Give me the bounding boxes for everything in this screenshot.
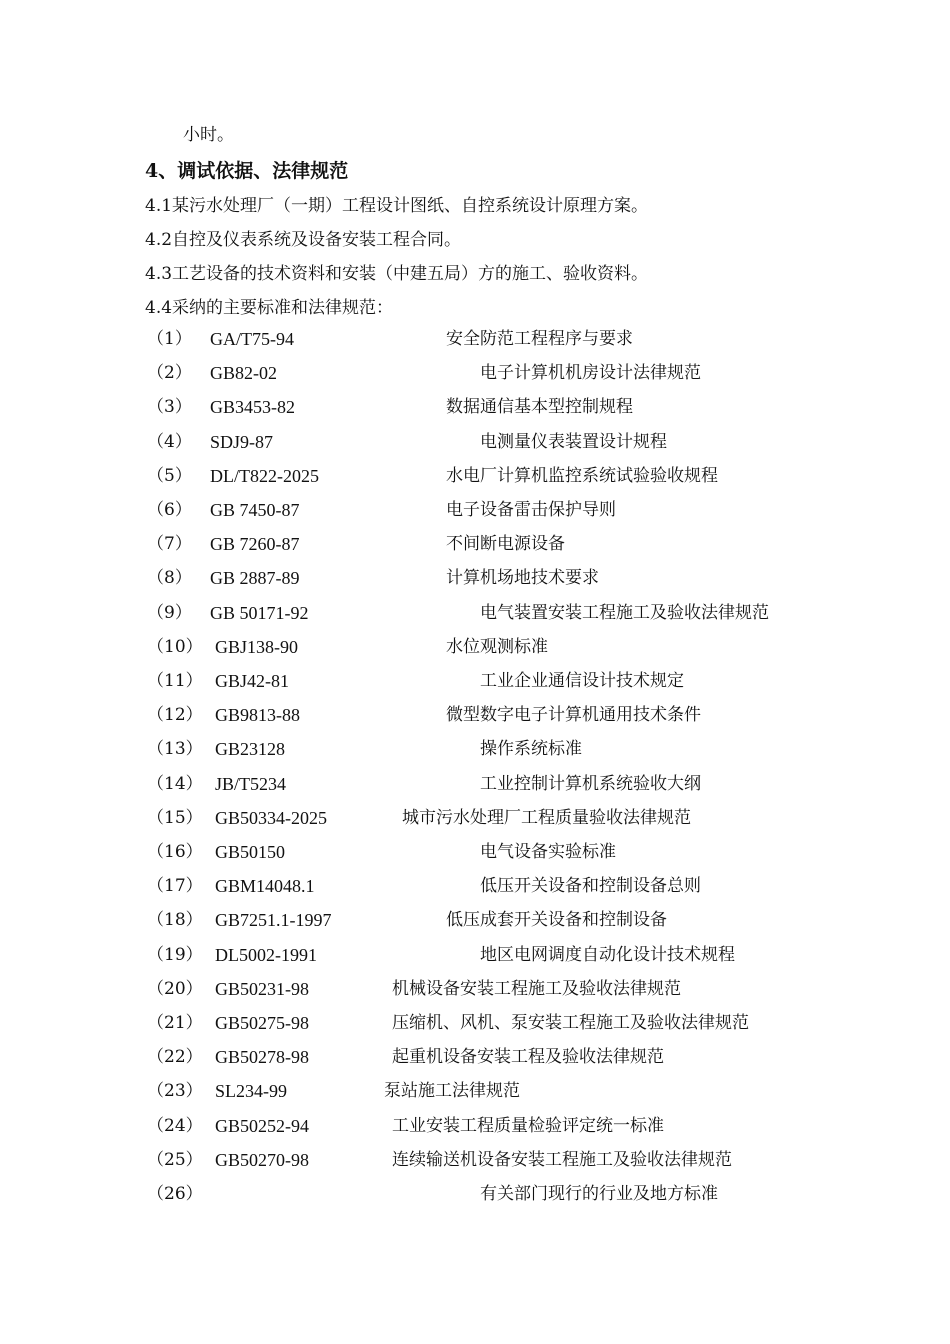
standard-title: 工业控制计算机系统验收大纲 <box>480 773 701 794</box>
standard-number: （15） <box>147 807 203 828</box>
standard-code: GB50278-98 <box>215 1047 309 1068</box>
standard-code: GA/T75-94 <box>210 329 294 349</box>
standard-number: （21） <box>147 1013 203 1033</box>
standard-code: DL5002-1991 <box>215 944 317 965</box>
paragraph-4-1: 4.1某污水处理厂（一期）工程设计图纸、自控系统设计原理方案。 <box>145 196 649 216</box>
standard-title: 工业安装工程质量检验评定统一标准 <box>392 1115 664 1136</box>
standard-title: 不间断电源设备 <box>446 534 565 555</box>
standard-code: SL234-99 <box>215 1081 287 1102</box>
standard-title: 机械设备安装工程施工及验收法律规范 <box>392 978 681 999</box>
continuation-text: 小时。 <box>183 125 234 145</box>
standard-code: GB3453-82 <box>210 397 295 418</box>
standard-number: （24） <box>147 1115 203 1136</box>
standard-title: 泵站施工法律规范 <box>384 1081 520 1102</box>
standard-number: （4） <box>147 431 192 452</box>
standard-title: 水电厂计算机监控系统试验验收规程 <box>446 465 718 486</box>
standard-number: （23） <box>147 1081 203 1102</box>
section-heading: 4、调试依据、法律规范 <box>145 160 349 182</box>
standard-title: 计算机场地技术要求 <box>446 568 599 589</box>
standard-title: 电气装置安装工程施工及验收法律规范 <box>480 602 769 623</box>
standard-number: （8） <box>147 568 192 589</box>
standard-title: 压缩机、风机、泵安装工程施工及验收法律规范 <box>392 1013 749 1033</box>
standard-code: GB50334-2025 <box>215 807 327 828</box>
standard-code: GB50231-98 <box>215 978 309 999</box>
standard-title: 安全防范工程程序与要求 <box>446 329 633 349</box>
standard-number: （20） <box>147 978 203 999</box>
standard-title: 电子设备雷击保护导则 <box>446 500 616 520</box>
standard-code: GBJ42-81 <box>215 671 290 691</box>
standard-title: 水位观测标准 <box>446 636 548 657</box>
standard-title: 工业企业通信设计技术规定 <box>480 671 684 691</box>
standard-code: GB82-02 <box>210 363 277 384</box>
standard-code: GB50150 <box>215 842 286 862</box>
standard-number: （7） <box>147 534 192 555</box>
standard-number: （5） <box>147 465 192 486</box>
standard-number: （1） <box>147 329 192 349</box>
standard-title: 连续输送机设备安装工程施工及验收法律规范 <box>392 1149 732 1170</box>
standard-number: （11） <box>147 671 203 691</box>
standard-title: 电气设备实验标准 <box>480 842 616 862</box>
standard-code: GB23128 <box>215 739 286 760</box>
standard-code: JB/T5234 <box>215 773 287 794</box>
standard-title: 低压开关设备和控制设备总则 <box>480 876 701 897</box>
standard-code: GBM14048.1 <box>215 876 315 897</box>
standard-code: GB9813-88 <box>215 705 300 726</box>
standard-number: （19） <box>147 944 203 965</box>
standard-title: 操作系统标准 <box>480 739 582 760</box>
standard-title: 电测量仪表装置设计规程 <box>480 431 667 452</box>
standard-code: GB50270-98 <box>215 1149 309 1170</box>
standard-code: GB 50171-92 <box>210 602 309 623</box>
standard-title: 电子计算机机房设计法律规范 <box>480 363 701 384</box>
standard-code: GB50252-94 <box>215 1115 309 1136</box>
standard-code: GB 7260-87 <box>210 534 300 555</box>
standard-number: （26） <box>147 1184 203 1204</box>
standard-number: （12） <box>147 705 203 726</box>
standard-code: GBJ138-90 <box>215 636 299 657</box>
standard-title: 低压成套开关设备和控制设备 <box>446 910 667 931</box>
standard-title: 有关部门现行的行业及地方标准 <box>480 1184 718 1204</box>
standard-number: （3） <box>147 397 192 418</box>
paragraph-4-2: 4.2自控及仪表系统及设备安装工程合同。 <box>145 230 462 250</box>
standard-code: GB7251.1-1997 <box>215 910 332 931</box>
standard-number: （16） <box>147 842 203 862</box>
standard-number: （10） <box>147 636 203 657</box>
standard-number: （18） <box>147 910 203 931</box>
standard-number: （25） <box>147 1149 203 1170</box>
standard-code: GB 2887-89 <box>210 568 300 589</box>
standard-title: 微型数字电子计算机通用技术条件 <box>446 705 701 726</box>
standard-number: （6） <box>147 500 192 520</box>
paragraph-4-3: 4.3工艺设备的技术资料和安装（中建五局）方的施工、验收资料。 <box>145 264 649 284</box>
standard-title: 城市污水处理厂工程质量验收法律规范 <box>402 807 691 828</box>
standard-title: 地区电网调度自动化设计技术规程 <box>480 944 735 965</box>
standard-code: DL/T822-2025 <box>210 465 319 486</box>
standard-code: SDJ9-87 <box>210 431 274 452</box>
standard-number: （22） <box>147 1047 203 1068</box>
standard-number: （9） <box>147 602 192 623</box>
standard-number: （17） <box>147 876 203 897</box>
standard-code: GB 7450-87 <box>210 500 300 520</box>
standard-number: （2） <box>147 363 192 384</box>
standard-title: 数据通信基本型控制规程 <box>446 397 633 418</box>
standard-title: 起重机设备安装工程及验收法律规范 <box>392 1047 664 1068</box>
standard-number: （13） <box>147 739 203 760</box>
standard-code: GB50275-98 <box>215 1013 309 1033</box>
standard-number: （14） <box>147 773 203 794</box>
paragraph-4-4: 4.4采纳的主要标准和法律规范： <box>145 298 394 318</box>
